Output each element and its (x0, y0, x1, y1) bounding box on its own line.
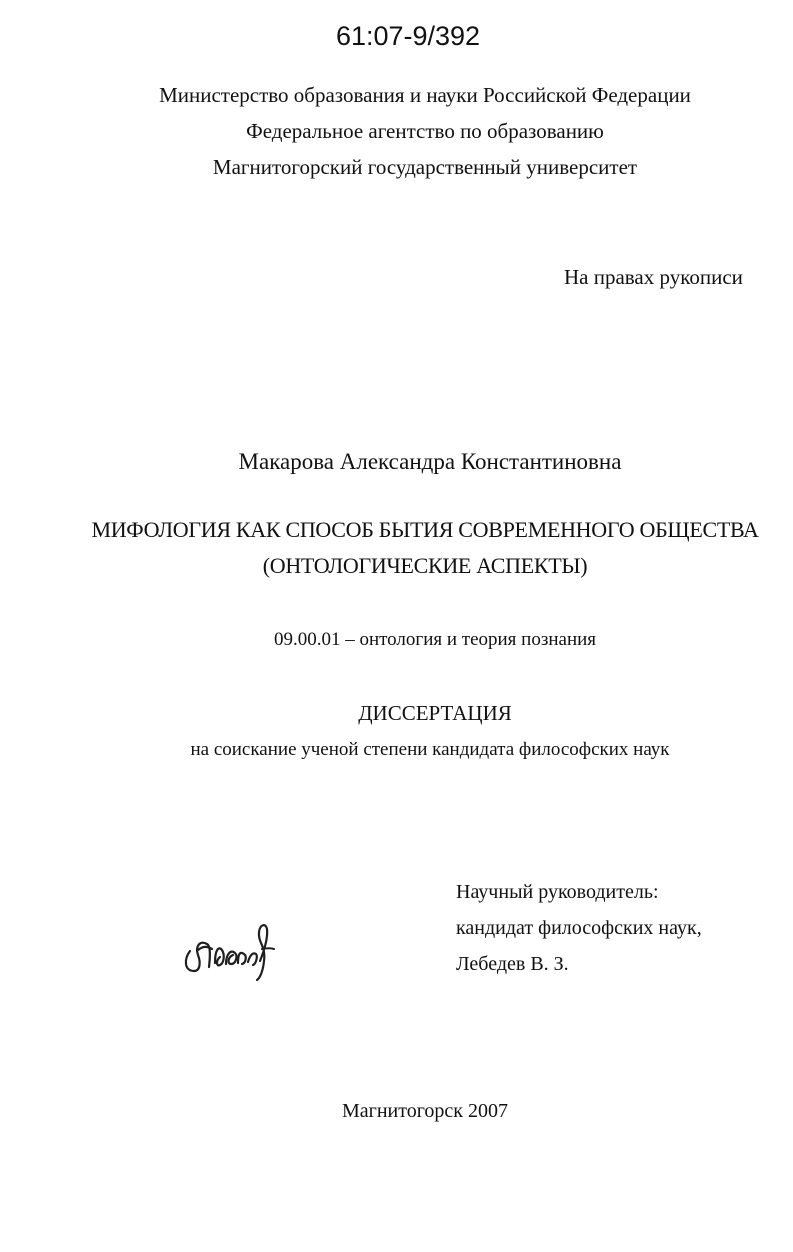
supervisor-degree: кандидат философских наук, (456, 917, 702, 939)
dissertation-title-line-2: (ОНТОЛОГИЧЕСКИЕ АСПЕКТЫ) (262, 553, 588, 578)
supervisor-label: Научный руководитель: (456, 881, 659, 903)
supervisor-name: Лебедев В. З. (456, 953, 569, 975)
document-type: ДИССЕРТАЦИЯ (358, 701, 512, 725)
handwritten-signature-icon (176, 915, 286, 985)
agency-line: Федеральное агентство по образованию (246, 119, 604, 143)
city-and-year: Магнитогорск 2007 (341, 1100, 509, 1122)
dissertation-title-line-1: МИФОЛОГИЯ КАК СПОСОБ БЫТИЯ СОВРЕМЕННОГО ОБЩЕСТВА (91, 517, 759, 542)
manuscript-rights-notice: На правах рукописи (564, 265, 743, 289)
university-line: Магнитогорский государственный университет (212, 155, 638, 179)
degree-statement: на соискание ученой степени кандидата философских наук (190, 739, 670, 760)
catalog-number: 61:07-9/392 (335, 21, 481, 51)
ministry-line: Министерство образования и науки Российской Федерации (159, 83, 691, 107)
specialty-code: 09.00.01 – онтология и теория познания (273, 629, 597, 650)
author-name: Макарова Александра Константиновна (238, 449, 622, 474)
